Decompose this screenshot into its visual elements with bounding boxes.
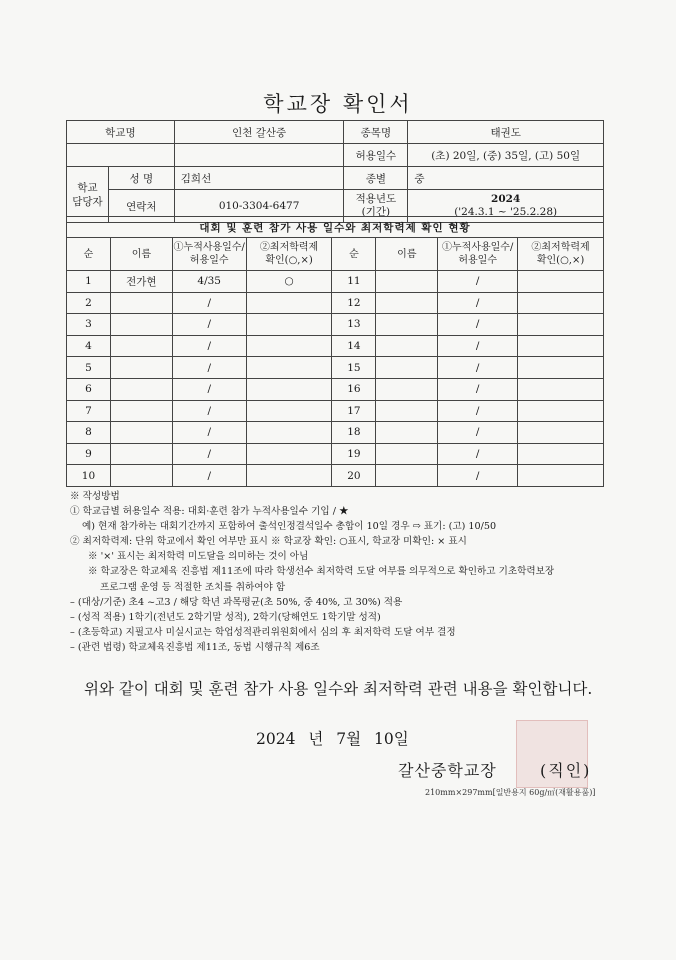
info-table xyxy=(66,120,604,223)
cell-min xyxy=(246,465,332,487)
cell-no: 6 xyxy=(67,378,111,400)
cell-days: / xyxy=(438,314,518,336)
cell-days: / xyxy=(438,400,518,422)
cell-days: / xyxy=(438,292,518,314)
cell-name xyxy=(376,422,438,444)
cell-min xyxy=(246,292,332,314)
table-row xyxy=(67,335,604,357)
cell-min xyxy=(246,422,332,444)
header-days-2: ①누적사용일수/ 허용일수 xyxy=(438,238,518,271)
allow-days-value: (초) 20일, (중) 35일, (고) 50일 xyxy=(408,144,604,167)
note-2-b: ※ 학교장은 학교체육 진흥법 제11조에 따라 학생선수 최저학력 도달 여부를 의무적으로 확인하고 기초학력보장 xyxy=(88,566,555,578)
cell-days: / xyxy=(438,335,518,357)
cell-min xyxy=(246,443,332,465)
cell-min xyxy=(518,378,604,400)
cell-name xyxy=(110,400,172,422)
table-row xyxy=(67,400,604,422)
contact-value: 010-3304-6477 xyxy=(174,190,344,223)
table-caption: 대회 및 훈련 참가 사용 일수와 최저학력제 확인 현황 xyxy=(67,217,604,238)
seal-label: (직인) xyxy=(540,761,592,780)
cell-name xyxy=(110,378,172,400)
cell-name xyxy=(376,443,438,465)
contact-label: 연락처 xyxy=(108,190,174,223)
cell-days: / xyxy=(172,400,246,422)
cell-no: 15 xyxy=(332,357,376,379)
header-no-2: 순 xyxy=(332,238,376,271)
cell-name xyxy=(376,378,438,400)
cell-no: 16 xyxy=(332,378,376,400)
cell-no: 20 xyxy=(332,465,376,487)
cell-name xyxy=(376,465,438,487)
cell-min xyxy=(246,378,332,400)
header-no: 순 xyxy=(67,238,111,271)
event-label: 종목명 xyxy=(344,121,408,144)
cell-min xyxy=(518,271,604,293)
notes-heading: ※ 작성방법 xyxy=(70,491,120,502)
cell-days: / xyxy=(438,422,518,444)
cell-min xyxy=(518,335,604,357)
cell-min xyxy=(518,314,604,336)
cell-min xyxy=(246,314,332,336)
cell-no: 12 xyxy=(332,292,376,314)
cell-days: / xyxy=(438,378,518,400)
cell-no: 14 xyxy=(332,335,376,357)
cell-no: 19 xyxy=(332,443,376,465)
note-detail-3: – (초등학교) 지필고사 미실시교는 학업성적관리위원회에서 심의 후 최저학력 도달 여부 결정 xyxy=(70,626,456,638)
paper-spec-footer: 210mm×297mm[일반용지 60g/㎡(재활용품)] xyxy=(425,788,596,797)
school-value: 인천 갈산중 xyxy=(174,121,344,144)
cell-days: / xyxy=(172,465,246,487)
header-min: ②최저학력제 확인(○,×) xyxy=(246,238,332,271)
cell-days: 4/35 xyxy=(172,271,246,293)
cell-min xyxy=(246,400,332,422)
cell-no: 17 xyxy=(332,400,376,422)
cell-name xyxy=(376,271,438,293)
cell-days: / xyxy=(172,422,246,444)
note-2-a: ※ '×' 표시는 최저학력 미도달을 의미하는 것이 아님 xyxy=(88,551,309,563)
cell-days: / xyxy=(172,314,246,336)
note-1: ① 학교급별 허용일수 적용: 대회·훈련 참가 누적사용일수 기입 / ★ xyxy=(70,506,349,518)
cell-min xyxy=(246,357,332,379)
cell-no: 7 xyxy=(67,400,111,422)
cell-name xyxy=(376,314,438,336)
cell-name xyxy=(376,292,438,314)
manager-label: 학교 담당자 xyxy=(67,167,109,223)
cell-min xyxy=(246,335,332,357)
cell-name xyxy=(376,357,438,379)
note-2: ② 최저학력제: 단위 학교에서 확인 여부만 표시 ※ 학교장 확인: ○표시, 학교장 미확인: × 표시 xyxy=(70,536,467,548)
cell-min xyxy=(518,443,604,465)
cell-days: / xyxy=(172,378,246,400)
cell-no: 2 xyxy=(67,292,111,314)
cell-min xyxy=(518,400,604,422)
cell-no: 3 xyxy=(67,314,111,336)
cell-name xyxy=(110,335,172,357)
cell-days: / xyxy=(438,465,518,487)
event-value: 태권도 xyxy=(408,121,604,144)
cell-name xyxy=(110,314,172,336)
cell-name xyxy=(376,335,438,357)
cell-days: / xyxy=(438,443,518,465)
note-2-b-cont: 프로그램 운영 등 적절한 조치를 취하여야 함 xyxy=(100,581,286,593)
cell-min xyxy=(518,292,604,314)
table-row xyxy=(67,422,604,444)
cell-days: / xyxy=(172,292,246,314)
table-row xyxy=(67,314,604,336)
cell-no: 13 xyxy=(332,314,376,336)
name-label: 성 명 xyxy=(108,167,174,190)
cell-days: / xyxy=(438,271,518,293)
table-row xyxy=(67,292,604,314)
document-title: 학교장 확인서 xyxy=(263,92,413,116)
cell-no: 9 xyxy=(67,443,111,465)
school-label: 학교명 xyxy=(67,121,175,144)
table-row xyxy=(67,271,604,293)
note-detail-4: – (관련 법령) 학교체육진흥법 제11조, 동법 시행규칙 제6조 xyxy=(70,641,320,653)
cell-name xyxy=(110,443,172,465)
cell-no: 11 xyxy=(332,271,376,293)
cell-no: 4 xyxy=(67,335,111,357)
cell-name xyxy=(110,422,172,444)
principal-name: 갈산중학교장 xyxy=(398,761,497,780)
allow-days-label: 허용일수 xyxy=(344,144,408,167)
note-1-example: 예) 현재 참가하는 대회기간까지 포함하여 출석인정결석일수 총합이 10일 경우 ⇨ 표기: (고) 10/50 xyxy=(82,521,497,533)
cell-name xyxy=(376,400,438,422)
table-row xyxy=(67,465,604,487)
table-row xyxy=(67,378,604,400)
cell-days: / xyxy=(172,443,246,465)
header-name-2: 이름 xyxy=(376,238,438,271)
year-period: ('24.3.1 ~ '25.2.28) xyxy=(454,206,558,218)
issue-date: 2024 년 7월 10일 xyxy=(256,730,409,748)
participation-table xyxy=(66,216,604,487)
cell-no: 8 xyxy=(67,422,111,444)
cell-min xyxy=(518,422,604,444)
cell-name xyxy=(110,292,172,314)
cell-min xyxy=(518,465,604,487)
cell-no: 5 xyxy=(67,357,111,379)
table-row xyxy=(67,443,604,465)
cell-no: 1 xyxy=(67,271,111,293)
table-row xyxy=(67,357,604,379)
year-label: 적용년도 (기간) xyxy=(344,190,408,223)
category-label: 종별 xyxy=(344,167,408,190)
notes-section xyxy=(70,489,660,655)
cell-no: 18 xyxy=(332,422,376,444)
cell-days: / xyxy=(438,357,518,379)
header-days: ①누적사용일수/ 허용일수 xyxy=(172,238,246,271)
cell-name xyxy=(110,357,172,379)
header-min-2: ②최저학력제 확인(○,×) xyxy=(518,238,604,271)
cell-min: ○ xyxy=(246,271,332,293)
cell-min xyxy=(518,357,604,379)
cell-name: 전가현 xyxy=(110,271,172,293)
year-value: 2024 xyxy=(491,193,521,205)
note-detail-2: – (성적 적용) 1학기(전년도 2학기말 성적), 2학기(당해연도 1학기말 성적) xyxy=(70,611,381,623)
cell-name xyxy=(110,465,172,487)
confirm-text: 위와 같이 대회 및 훈련 참가 사용 일수와 최저학력 관련 내용을 확인합니다. xyxy=(84,680,593,698)
name-value: 김희선 xyxy=(174,167,344,190)
cell-no: 10 xyxy=(67,465,111,487)
note-detail-1: – (대상/기준) 초4 ~고3 / 해당 학년 과목평균(초 50%, 중 40%, 고 30%) 적용 xyxy=(70,596,403,608)
header-name: 이름 xyxy=(110,238,172,271)
cell-days: / xyxy=(172,357,246,379)
category-value: 중 xyxy=(408,167,604,190)
cell-days: / xyxy=(172,335,246,357)
